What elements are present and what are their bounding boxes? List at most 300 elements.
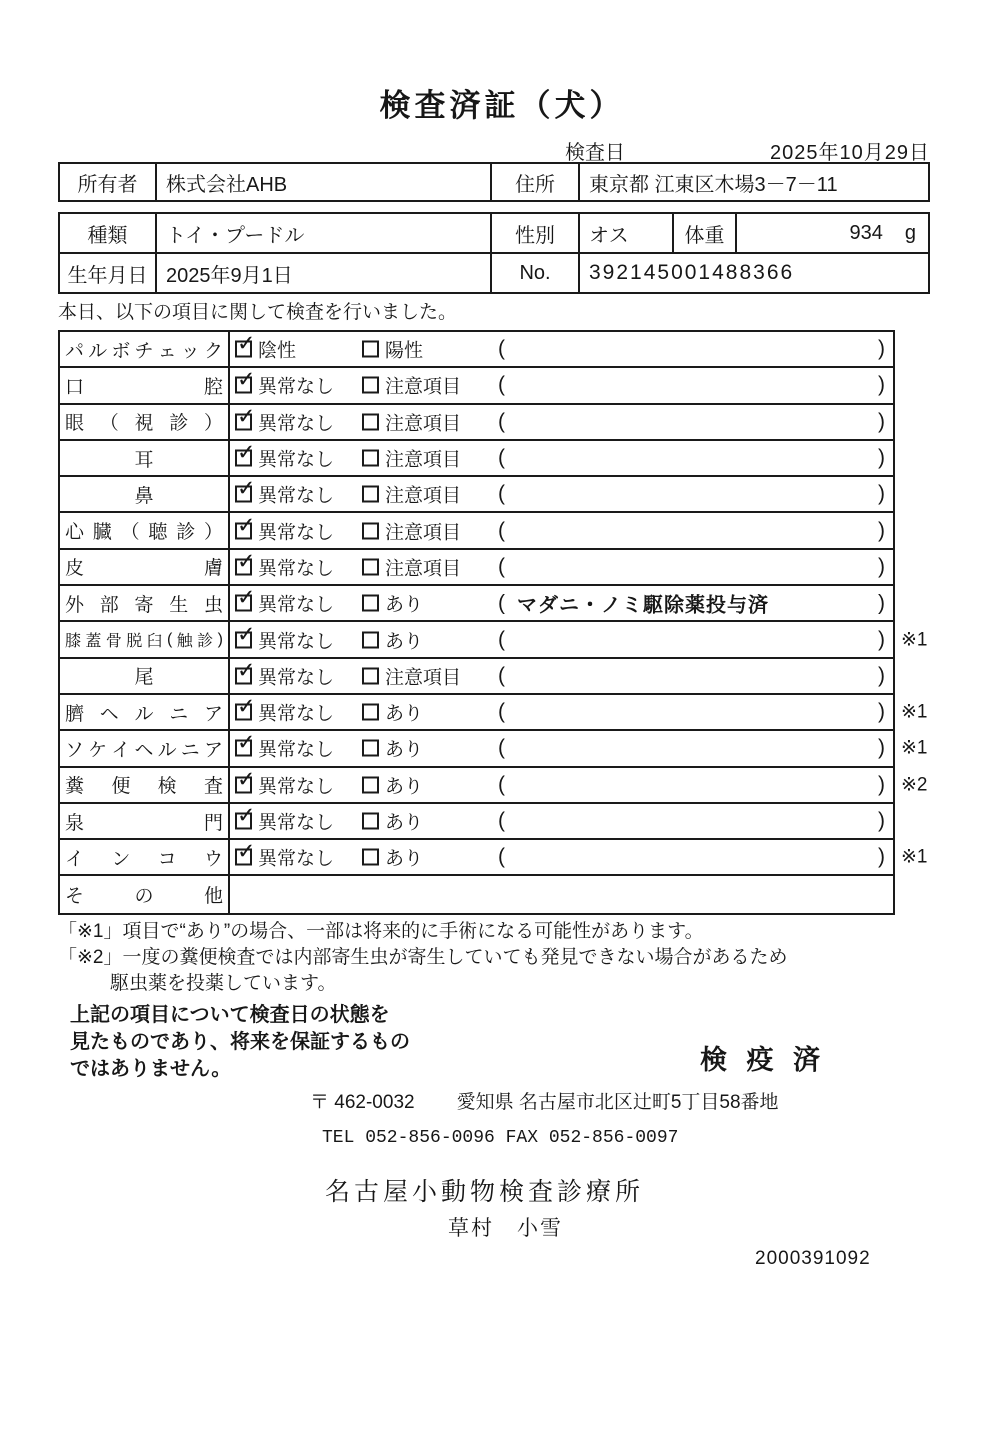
checkmark-icon: ✓ <box>237 621 256 647</box>
checkbox-option-1 <box>235 729 335 762</box>
item-name-char: 臓 <box>92 522 112 544</box>
birthdate-label: 生年月日 <box>60 254 157 292</box>
checkbox-option-label: 注意項目 <box>385 449 462 471</box>
owner-value: 株式会社AHB <box>157 164 492 200</box>
row-content-cell <box>230 876 893 912</box>
checklist-row <box>60 766 928 804</box>
close-paren-text: ) <box>878 809 885 832</box>
open-paren-text: ( <box>498 409 505 433</box>
checkbox-option-1 <box>235 475 335 508</box>
close-paren-text: ) <box>878 373 885 397</box>
checkmark-icon: ✓ <box>237 439 256 465</box>
checkmark-icon: ✓ <box>237 729 256 755</box>
checkbox-option-label: あり <box>385 703 424 725</box>
open-paren-text: ( <box>498 700 505 724</box>
checkbox-option-label: 注意項目 <box>385 558 462 580</box>
sex-label: 性別 <box>492 214 580 252</box>
item-name-char: ニ <box>180 739 200 761</box>
close-paren-text: ) <box>878 337 885 361</box>
item-name-cell <box>60 840 230 874</box>
checkbox-option-2 <box>362 481 461 508</box>
checkbox-option-label: 陰性 <box>258 340 297 362</box>
remarks-field <box>498 555 885 579</box>
checkbox-option-1 <box>235 330 297 363</box>
item-name-cell <box>60 550 230 584</box>
checklist-row <box>60 804 893 840</box>
remarks-value: マダニ・ノミ駆除薬投与済 <box>517 594 769 617</box>
checkbox-option-label: 注意項目 <box>385 413 462 435</box>
unchecked-checkbox-icon <box>362 776 379 793</box>
item-name-char: 眼 <box>65 413 85 435</box>
item-name-cell <box>60 876 230 912</box>
item-name-char: 触 <box>176 633 193 651</box>
checklist-row <box>60 368 893 404</box>
checked-checkbox-icon <box>235 729 256 757</box>
sex-value: オス <box>580 214 674 252</box>
remarks-field <box>498 337 885 361</box>
checkmark-icon: ✓ <box>237 584 256 610</box>
row-content-cell <box>230 659 893 693</box>
checked-checkbox-icon <box>235 475 256 503</box>
open-paren-text: ( <box>498 772 505 796</box>
checkmark-icon: ✓ <box>237 838 256 864</box>
clinic-postal-code: 〒 462-0032 <box>310 1092 415 1113</box>
no-label: No. <box>492 254 580 292</box>
checklist-row <box>60 441 893 477</box>
checkmark-icon: ✓ <box>237 657 256 683</box>
checked-checkbox-icon <box>235 366 256 394</box>
row-content-cell <box>230 550 893 584</box>
item-name-char: 診 <box>197 633 214 651</box>
close-paren-text: ) <box>878 409 885 433</box>
inspection-date-row <box>565 136 930 165</box>
item-name-cell <box>60 695 230 729</box>
checkbox-option-label: 異常なし <box>258 522 335 544</box>
item-name-char: 糞 <box>65 776 85 798</box>
no-value: 392145001488366 <box>589 261 795 284</box>
checklist-row <box>60 621 928 658</box>
checkmark-icon: ✓ <box>237 548 256 574</box>
footnote-1: 「※1」項目で“あり”の場合、一部は将来的に手術になる可能性があります。 <box>58 921 704 942</box>
close-paren-text: ) <box>878 736 885 760</box>
checkbox-option-label: 注意項目 <box>385 376 462 398</box>
remarks-field <box>498 519 885 543</box>
item-name-char: （ <box>99 413 119 435</box>
checkbox-option-label: あり <box>385 776 424 798</box>
item-name-char: パ <box>65 340 85 362</box>
item-name-char: 口 <box>65 376 85 398</box>
checkbox-option-1 <box>235 403 335 435</box>
remarks-field <box>498 589 885 618</box>
footnote-marker: ※1 <box>901 701 928 723</box>
item-name-char: 門 <box>203 812 223 834</box>
item-name-char: （ <box>120 522 140 544</box>
item-name-cell <box>60 405 230 439</box>
item-name-char: ソ <box>65 739 85 761</box>
quarantine-stamp: 検 疫 済 <box>700 1045 827 1075</box>
clinic-address-row <box>310 1087 779 1114</box>
item-name-char: 臍 <box>65 703 85 725</box>
unchecked-checkbox-icon <box>362 558 379 575</box>
checkbox-option-2 <box>362 699 423 726</box>
row-content-cell <box>230 405 893 439</box>
item-name-cell <box>60 768 230 802</box>
item-name-cell: 尾 <box>60 659 230 693</box>
item-name-char: ヘ <box>134 739 154 761</box>
footnote-2: 「※2」一度の糞便検査では内部寄生虫が寄生していても発見できない場合があるため <box>58 947 788 968</box>
unchecked-checkbox-icon <box>362 341 379 358</box>
footnote-marker: ※1 <box>901 629 928 651</box>
checkbox-option-label: 異常なし <box>258 376 335 398</box>
item-name-char: 診 <box>176 522 196 544</box>
weight-cell <box>737 214 928 252</box>
checkbox-option-2 <box>362 662 461 689</box>
row-content-cell <box>230 368 893 402</box>
checked-checkbox-icon <box>235 766 256 793</box>
checklist-row <box>60 513 893 549</box>
checkbox-option-1 <box>235 693 335 726</box>
close-paren-text: ) <box>878 772 885 796</box>
disclaimer-line-3: ではありません。 <box>70 1058 232 1080</box>
unchecked-checkbox-icon <box>362 740 379 757</box>
checkbox-option-2 <box>362 771 423 798</box>
item-name-char: ケ <box>88 739 108 761</box>
checkbox-option-2 <box>362 808 423 835</box>
open-paren-text: ( <box>498 554 505 578</box>
item-name-char: ル <box>88 340 108 362</box>
item-name-cell <box>60 731 230 765</box>
checkbox-option-label: あり <box>385 848 424 870</box>
remarks-field <box>498 700 885 724</box>
checkbox-option-label: 異常なし <box>258 485 335 507</box>
checkmark-icon: ✓ <box>237 366 256 392</box>
checkmark-icon: ✓ <box>237 512 256 538</box>
unchecked-checkbox-icon <box>362 631 379 648</box>
checkbox-option-label: 注意項目 <box>385 667 462 689</box>
row-content-cell <box>230 695 893 729</box>
checkbox-option-2 <box>362 553 461 580</box>
checkbox-option-label: 異常なし <box>258 848 335 870</box>
weight-label: 体重 <box>674 214 737 252</box>
item-name-char: 外 <box>65 594 85 616</box>
owner-label: 所有者 <box>60 164 157 200</box>
footnote-marker: ※1 <box>901 737 928 759</box>
clinic-name: 名古屋小動物検査診療所 <box>325 1178 645 1206</box>
breed-label: 種類 <box>60 214 157 252</box>
checkbox-option-1 <box>235 657 335 689</box>
clinic-tel-fax: TEL 052-856-0096 FAX 052-856-0097 <box>322 1128 679 1148</box>
checked-checkbox-icon <box>235 403 256 430</box>
remarks-field <box>498 628 885 652</box>
row-content-cell <box>230 441 893 475</box>
checklist-row <box>60 405 893 441</box>
owner-table <box>58 162 930 202</box>
item-name-char: 心 <box>65 522 85 544</box>
close-paren-text: ) <box>878 627 885 651</box>
checkbox-option-1 <box>235 802 335 835</box>
checkbox-option-label: 異常なし <box>258 812 335 834</box>
unchecked-checkbox-icon <box>362 813 379 830</box>
close-paren-text: ) <box>878 554 885 578</box>
unchecked-checkbox-icon <box>362 667 379 684</box>
disclaimer-line-1: 上記の項目について検査日の状態を <box>70 1004 390 1026</box>
item-name-char: の <box>134 886 154 908</box>
checkbox-option-label: あり <box>385 739 424 761</box>
checkbox-option-label: 異常なし <box>258 703 335 725</box>
item-name-cell <box>60 513 230 547</box>
checkbox-option-2 <box>362 372 461 399</box>
unchecked-checkbox-icon <box>362 413 379 430</box>
item-name-char: ッ <box>180 340 200 362</box>
item-name-char: 診 <box>169 413 189 435</box>
item-name-char: ボ <box>111 340 131 362</box>
item-name-cell <box>60 368 230 402</box>
checkbox-option-1 <box>235 512 335 544</box>
item-name-char: 寄 <box>134 594 154 616</box>
open-paren-text: ( <box>498 482 505 506</box>
open-paren-text: ( <box>498 373 505 397</box>
row-content-cell <box>230 586 893 620</box>
unchecked-checkbox-icon <box>362 522 379 539</box>
checked-checkbox-icon <box>235 838 256 866</box>
checkbox-option-label: あり <box>385 594 424 616</box>
footnote-2-continued: 駆虫薬を投薬しています。 <box>110 973 337 994</box>
open-paren-text: ( <box>498 518 505 542</box>
item-name-char: 脱 <box>126 633 143 651</box>
close-paren-text: ) <box>878 518 885 542</box>
footnote-marker: ※1 <box>901 846 928 868</box>
item-name-char: ） <box>203 413 223 435</box>
item-name-char: ル <box>134 703 154 725</box>
item-name-char: 聴 <box>148 522 168 544</box>
checkbox-option-label: 異常なし <box>258 449 335 471</box>
checklist-row <box>60 838 928 876</box>
checkbox-option-1 <box>235 439 335 472</box>
checked-checkbox-icon <box>235 439 256 467</box>
item-name-cell <box>60 804 230 838</box>
open-paren-text: ( <box>498 809 505 832</box>
checklist-row <box>60 659 893 695</box>
item-name-char: チ <box>134 340 154 362</box>
item-name-char: 部 <box>99 594 119 616</box>
checkmark-icon: ✓ <box>237 475 256 501</box>
item-name-char: ア <box>203 739 223 761</box>
remarks-field <box>498 482 885 506</box>
birthdate-value: 2025年9月1日 <box>157 254 492 292</box>
checked-checkbox-icon <box>235 802 256 830</box>
item-name-cell: 鼻 <box>60 477 230 511</box>
checkbox-option-label: 異常なし <box>258 739 335 761</box>
open-paren-text: ( <box>498 627 505 651</box>
item-name-char: ア <box>203 703 223 725</box>
checkbox-option-2 <box>362 336 423 363</box>
remarks-field <box>498 773 885 797</box>
checkbox-option-2 <box>362 590 423 617</box>
checkmark-icon: ✓ <box>237 330 256 356</box>
checkbox-option-1 <box>235 584 335 617</box>
checked-checkbox-icon <box>235 621 256 648</box>
item-name-char: 生 <box>169 594 189 616</box>
item-name-char: ） <box>203 522 223 544</box>
item-name-cell <box>60 586 230 620</box>
serial-number: 2000391092 <box>755 1248 871 1269</box>
checkbox-option-1 <box>235 838 335 871</box>
pet-table <box>58 212 930 294</box>
item-name-char: 虫 <box>203 594 223 616</box>
pet-row-1 <box>60 214 928 252</box>
item-name-char: ) <box>217 630 223 648</box>
checkbox-option-label: 異常なし <box>258 776 335 798</box>
item-name-cell <box>60 622 230 656</box>
checkmark-icon: ✓ <box>237 403 256 429</box>
item-name-char: 皮 <box>65 558 85 580</box>
item-name-char: 泉 <box>65 812 85 834</box>
item-name-char: 蓋 <box>85 633 102 651</box>
close-paren-text: ) <box>878 845 885 869</box>
checked-checkbox-icon <box>235 548 256 575</box>
remarks-field <box>498 845 885 869</box>
checkbox-option-label: 異常なし <box>258 631 335 653</box>
remarks-field <box>498 410 885 434</box>
item-name-char: ( <box>167 630 173 648</box>
row-content-cell <box>230 768 893 802</box>
unchecked-checkbox-icon <box>362 377 379 394</box>
checkbox-option-label: 異常なし <box>258 667 335 689</box>
checklist-row <box>60 586 893 622</box>
checkbox-option-1 <box>235 621 335 653</box>
row-content-cell <box>230 731 893 765</box>
checklist-row <box>60 729 928 767</box>
item-name-char: コ <box>157 848 177 870</box>
close-paren-text: ) <box>878 663 885 687</box>
checkbox-option-2 <box>362 844 423 871</box>
checkbox-option-2 <box>362 445 461 472</box>
checked-checkbox-icon <box>235 330 256 358</box>
checkbox-option-2 <box>362 517 461 544</box>
item-name-char: ン <box>111 848 131 870</box>
item-name-char: ウ <box>203 848 223 870</box>
checkmark-icon: ✓ <box>237 766 256 792</box>
item-name-char: ク <box>203 340 223 362</box>
item-name-char: イ <box>65 848 85 870</box>
item-name-char: 腔 <box>203 376 223 398</box>
disclaimer-text <box>70 1002 410 1083</box>
item-name-char: 視 <box>134 413 154 435</box>
item-name-char: ヘ <box>99 703 119 725</box>
footnotes <box>58 919 788 997</box>
open-paren-text: ( <box>498 845 505 869</box>
checkbox-option-2 <box>362 408 461 435</box>
checkbox-option-label: 異常なし <box>258 594 335 616</box>
checked-checkbox-icon <box>235 693 256 721</box>
item-name-char: 他 <box>203 886 223 908</box>
unchecked-checkbox-icon <box>362 486 379 503</box>
unchecked-checkbox-icon <box>362 450 379 467</box>
checklist-row <box>60 550 893 586</box>
checklist-row <box>60 477 893 513</box>
item-name-char: 膚 <box>203 558 223 580</box>
checkbox-option-1 <box>235 548 335 580</box>
item-name-cell: 耳 <box>60 441 230 475</box>
address-label: 住所 <box>492 164 580 200</box>
row-content-cell <box>230 513 893 547</box>
breed-value: トイ・プードル <box>157 214 492 252</box>
close-paren-text: ) <box>878 591 885 615</box>
close-paren-text: ) <box>878 446 885 470</box>
item-name-char: 臼 <box>146 633 163 651</box>
item-name-char: 膝 <box>65 633 82 651</box>
open-paren-text: ( <box>498 736 505 760</box>
checkbox-option-2 <box>362 735 423 762</box>
checkbox-option-label: 異常なし <box>258 413 335 435</box>
clinic-address: 愛知県 名古屋市北区辻町5丁目58番地 <box>456 1092 779 1113</box>
weight-unit: g <box>904 221 916 244</box>
item-name-char: イ <box>111 739 131 761</box>
checkmark-icon: ✓ <box>237 802 256 828</box>
row-content-cell <box>230 840 893 874</box>
row-content-cell <box>230 804 893 838</box>
checkbox-option-1 <box>235 366 335 399</box>
item-name-cell <box>60 332 230 366</box>
remarks-field <box>498 809 885 833</box>
inspection-date-label: 検査日 <box>565 142 625 164</box>
unchecked-checkbox-icon <box>362 704 379 721</box>
checkbox-option-label: 陽性 <box>385 340 424 362</box>
item-name-char: 骨 <box>105 633 122 651</box>
open-paren-text: ( <box>498 337 505 361</box>
checked-checkbox-icon <box>235 584 256 612</box>
checkbox-option-1 <box>235 766 335 798</box>
row-content-cell <box>230 622 893 656</box>
checkbox-option-label: 注意項目 <box>385 485 462 507</box>
open-paren-text: ( <box>498 446 505 470</box>
row-content-cell <box>230 477 893 511</box>
checklist-row <box>60 332 893 368</box>
address-value: 東京都 江東区木場3－7－11 <box>589 173 838 196</box>
checkbox-option-2 <box>362 626 423 653</box>
item-name-char: ェ <box>157 340 177 362</box>
checkbox-option-label: あり <box>385 631 424 653</box>
footnote-marker: ※2 <box>901 774 928 796</box>
remarks-field <box>498 736 885 760</box>
item-name-char: そ <box>65 886 85 908</box>
disclaimer-line-2: 見たものであり、将来を保証するもの <box>70 1031 410 1053</box>
close-paren-text: ) <box>878 482 885 506</box>
document-title: 検査済証（犬） <box>379 88 625 123</box>
weight-value: 934 <box>849 221 883 244</box>
checkbox-option-label: 注意項目 <box>385 522 462 544</box>
open-paren-text: ( <box>498 591 505 615</box>
checkmark-icon: ✓ <box>237 693 256 719</box>
row-content-cell <box>230 332 893 366</box>
item-name-char: 便 <box>111 776 131 798</box>
checkbox-option-label: あり <box>385 812 424 834</box>
remarks-field <box>498 664 885 688</box>
remarks-field <box>498 446 885 470</box>
owner-row <box>60 164 928 200</box>
checked-checkbox-icon <box>235 512 256 539</box>
item-name-char: 検 <box>157 776 177 798</box>
pet-row-2 <box>60 252 928 292</box>
unchecked-checkbox-icon <box>362 595 379 612</box>
inspection-date-value: 2025年10月29日 <box>770 142 930 164</box>
item-name-char: ニ <box>169 703 189 725</box>
checkbox-option-label: 異常なし <box>258 558 335 580</box>
checklist-row <box>60 876 893 912</box>
remarks-field <box>498 373 885 397</box>
checklist-table <box>58 330 928 915</box>
intro-text: 本日、以下の項目に関して検査を行いました。 <box>58 302 458 323</box>
